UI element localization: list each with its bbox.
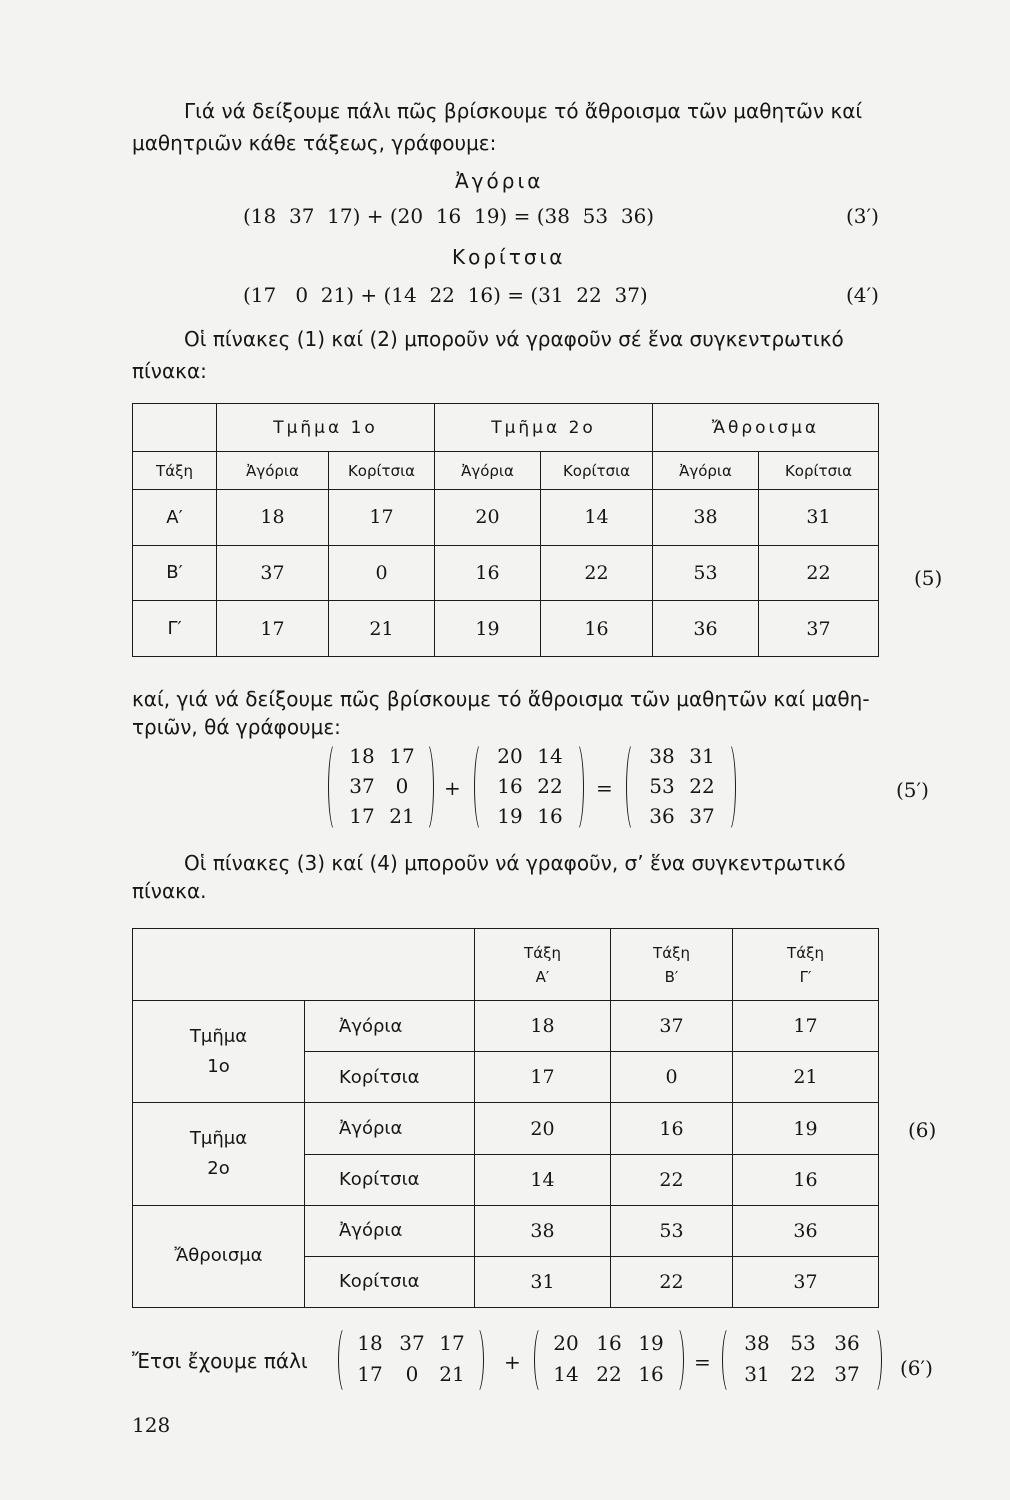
- table5-group-header: Τμῆμα 2ο: [435, 404, 653, 452]
- table6-cell: 19: [733, 1103, 879, 1154]
- table5-cell: 21: [329, 601, 435, 657]
- table5-row: [133, 490, 879, 546]
- table6-row: [133, 1001, 879, 1052]
- table5-cell: 0: [329, 545, 435, 601]
- table5-cell: 17: [217, 601, 329, 657]
- table6-cell: 21: [733, 1052, 879, 1103]
- table5-sub-header: Κορίτσια: [329, 452, 435, 490]
- table6-cell: 16: [733, 1154, 879, 1205]
- table6-cell: 22: [611, 1256, 733, 1307]
- table5-cell: 17: [329, 490, 435, 546]
- table5-label: (5): [914, 566, 943, 590]
- table5-row: [133, 545, 879, 601]
- table5-cell: 22: [541, 545, 653, 601]
- eq5-plus: +: [444, 776, 461, 800]
- table6-row-label: Ἀγόρια: [305, 1001, 475, 1052]
- table5-sub-header: Ἀγόρια: [653, 452, 759, 490]
- table6-cell: 38: [475, 1205, 611, 1256]
- para4-line-2: πίνακα.: [132, 879, 207, 903]
- table6-row-label: Κορίτσια: [305, 1256, 475, 1307]
- table6-group-label: Τμῆμα 2ο: [133, 1103, 305, 1205]
- table5-sub-header: Κορίτσια: [759, 452, 879, 490]
- table5-row-label: Γ′: [133, 601, 217, 657]
- table5-cell: 38: [653, 490, 759, 546]
- table5-sub-header: Ἀγόρια: [217, 452, 329, 490]
- eq5-equals: =: [596, 776, 613, 800]
- para2-line-2: πίνακα:: [132, 359, 207, 383]
- table5-cell: 31: [759, 490, 879, 546]
- table6-corner: [133, 929, 475, 1001]
- table6-cell: 22: [611, 1154, 733, 1205]
- eq6-equals: =: [694, 1350, 711, 1374]
- table6-cell: 17: [475, 1052, 611, 1103]
- eq4-heading: Κορίτσια: [452, 245, 566, 269]
- table5-row: [133, 601, 879, 657]
- eq3-heading: Ἀγόρια: [455, 169, 544, 193]
- table5-cell: 20: [435, 490, 541, 546]
- table6-cell: 37: [733, 1256, 879, 1307]
- eq6-matrix-2: 20 16 19 14 22 16: [534, 1326, 684, 1394]
- table5-cell: 37: [759, 601, 879, 657]
- table6-cell: 17: [733, 1001, 879, 1052]
- eq4-label: (4′): [846, 283, 879, 307]
- table5-cell: 18: [217, 490, 329, 546]
- table5-cell: 53: [653, 545, 759, 601]
- table5-row-label: Α′: [133, 490, 217, 546]
- table6-cell: 14: [475, 1154, 611, 1205]
- table6-label: (6): [908, 1118, 937, 1142]
- table5-corner: [133, 404, 217, 452]
- table6-cell: 36: [733, 1205, 879, 1256]
- eq6-prefix: Ἔτσι ἔχουμε πάλι: [132, 1349, 308, 1373]
- table6-row: [133, 1205, 879, 1256]
- table5-cell: 16: [541, 601, 653, 657]
- table6-cell: 0: [611, 1052, 733, 1103]
- para3-line-2: τριῶν, θά γράφουμε:: [132, 715, 341, 739]
- table6-col-header: Τάξη Β′: [611, 929, 733, 1001]
- summary-table-5: [132, 403, 879, 657]
- eq6-plus: +: [504, 1350, 521, 1374]
- table6-row-label: Κορίτσια: [305, 1154, 475, 1205]
- table5-cell: 22: [759, 545, 879, 601]
- table6-cell: 16: [611, 1103, 733, 1154]
- eq5-label: (5′): [896, 778, 929, 802]
- table5-cell: 16: [435, 545, 541, 601]
- para4-line-1: Οἱ πίνακες (3) καί (4) μποροῦν νά γραφοῦν, σ’ ἕνα συγκεντρωτικό: [184, 851, 846, 875]
- para2-line-1: Οἱ πίνακες (1) καί (2) μποροῦν νά γραφοῦν σέ ἕνα συγκεντρωτικό: [184, 327, 844, 351]
- para3-line-1: καί, γιά νά δείξουμε πῶς βρίσκουμε τό ἄθροισμα τῶν μαθητῶν καί μαθη-: [132, 687, 870, 711]
- table5-sub-header: Κορίτσια: [541, 452, 653, 490]
- table5-cell: 14: [541, 490, 653, 546]
- table6-group-label: Ἄθροισμα: [133, 1205, 305, 1307]
- table6-row-label: Ἀγόρια: [305, 1205, 475, 1256]
- eq3-expression: (18 37 17) + (20 16 19) = (38 53 36): [243, 204, 655, 228]
- eq6-matrix-3: 38 53 36 31 22 37: [722, 1326, 882, 1394]
- eq6-label: (6′): [900, 1356, 933, 1380]
- table6-col-header: Τάξη Γ′: [733, 929, 879, 1001]
- intro-line-2: μαθητριῶν κάθε τάξεως, γράφουμε:: [132, 131, 497, 155]
- table6-cell: 37: [611, 1001, 733, 1052]
- table6-cell: 20: [475, 1103, 611, 1154]
- table6-group-label: Τμῆμα 1ο: [133, 1001, 305, 1103]
- summary-table-6: [132, 928, 879, 1308]
- table6-row-label: Ἀγόρια: [305, 1103, 475, 1154]
- eq4-expression: (17 0 21) + (14 22 16) = (31 22 37): [243, 283, 648, 307]
- table5-cell: 19: [435, 601, 541, 657]
- table6-cell: 18: [475, 1001, 611, 1052]
- page-number: 128: [132, 1413, 171, 1437]
- table6-row: [133, 1103, 879, 1154]
- table6-col-header: Τάξη Α′: [475, 929, 611, 1001]
- table6-cell: 31: [475, 1256, 611, 1307]
- table5-group-header: Ἄθροισμα: [653, 404, 879, 452]
- intro-line-1: Γιά νά δείξουμε πάλι πῶς βρίσκουμε τό ἄθροισμα τῶν μαθητῶν καί: [184, 99, 863, 123]
- table6-cell: 53: [611, 1205, 733, 1256]
- table5-sub-header: Ἀγόρια: [435, 452, 541, 490]
- eq5-matrix-1: 18 17 37 0 17 21: [328, 742, 434, 832]
- table6-row-label: Κορίτσια: [305, 1052, 475, 1103]
- eq3-label: (3′): [846, 204, 879, 228]
- table5-group-header: Τμῆμα 1ο: [217, 404, 435, 452]
- eq5-matrix-2: 20 14 16 22 19 16: [474, 742, 584, 832]
- table5-row-header: Τάξη: [133, 452, 217, 490]
- eq6-matrix-1: 18 37 17 17 0 21: [338, 1326, 484, 1394]
- eq5-matrix-3: 38 31 53 22 36 37: [626, 742, 736, 832]
- table5-cell: 37: [217, 545, 329, 601]
- table5-row-label: Β′: [133, 545, 217, 601]
- table5-cell: 36: [653, 601, 759, 657]
